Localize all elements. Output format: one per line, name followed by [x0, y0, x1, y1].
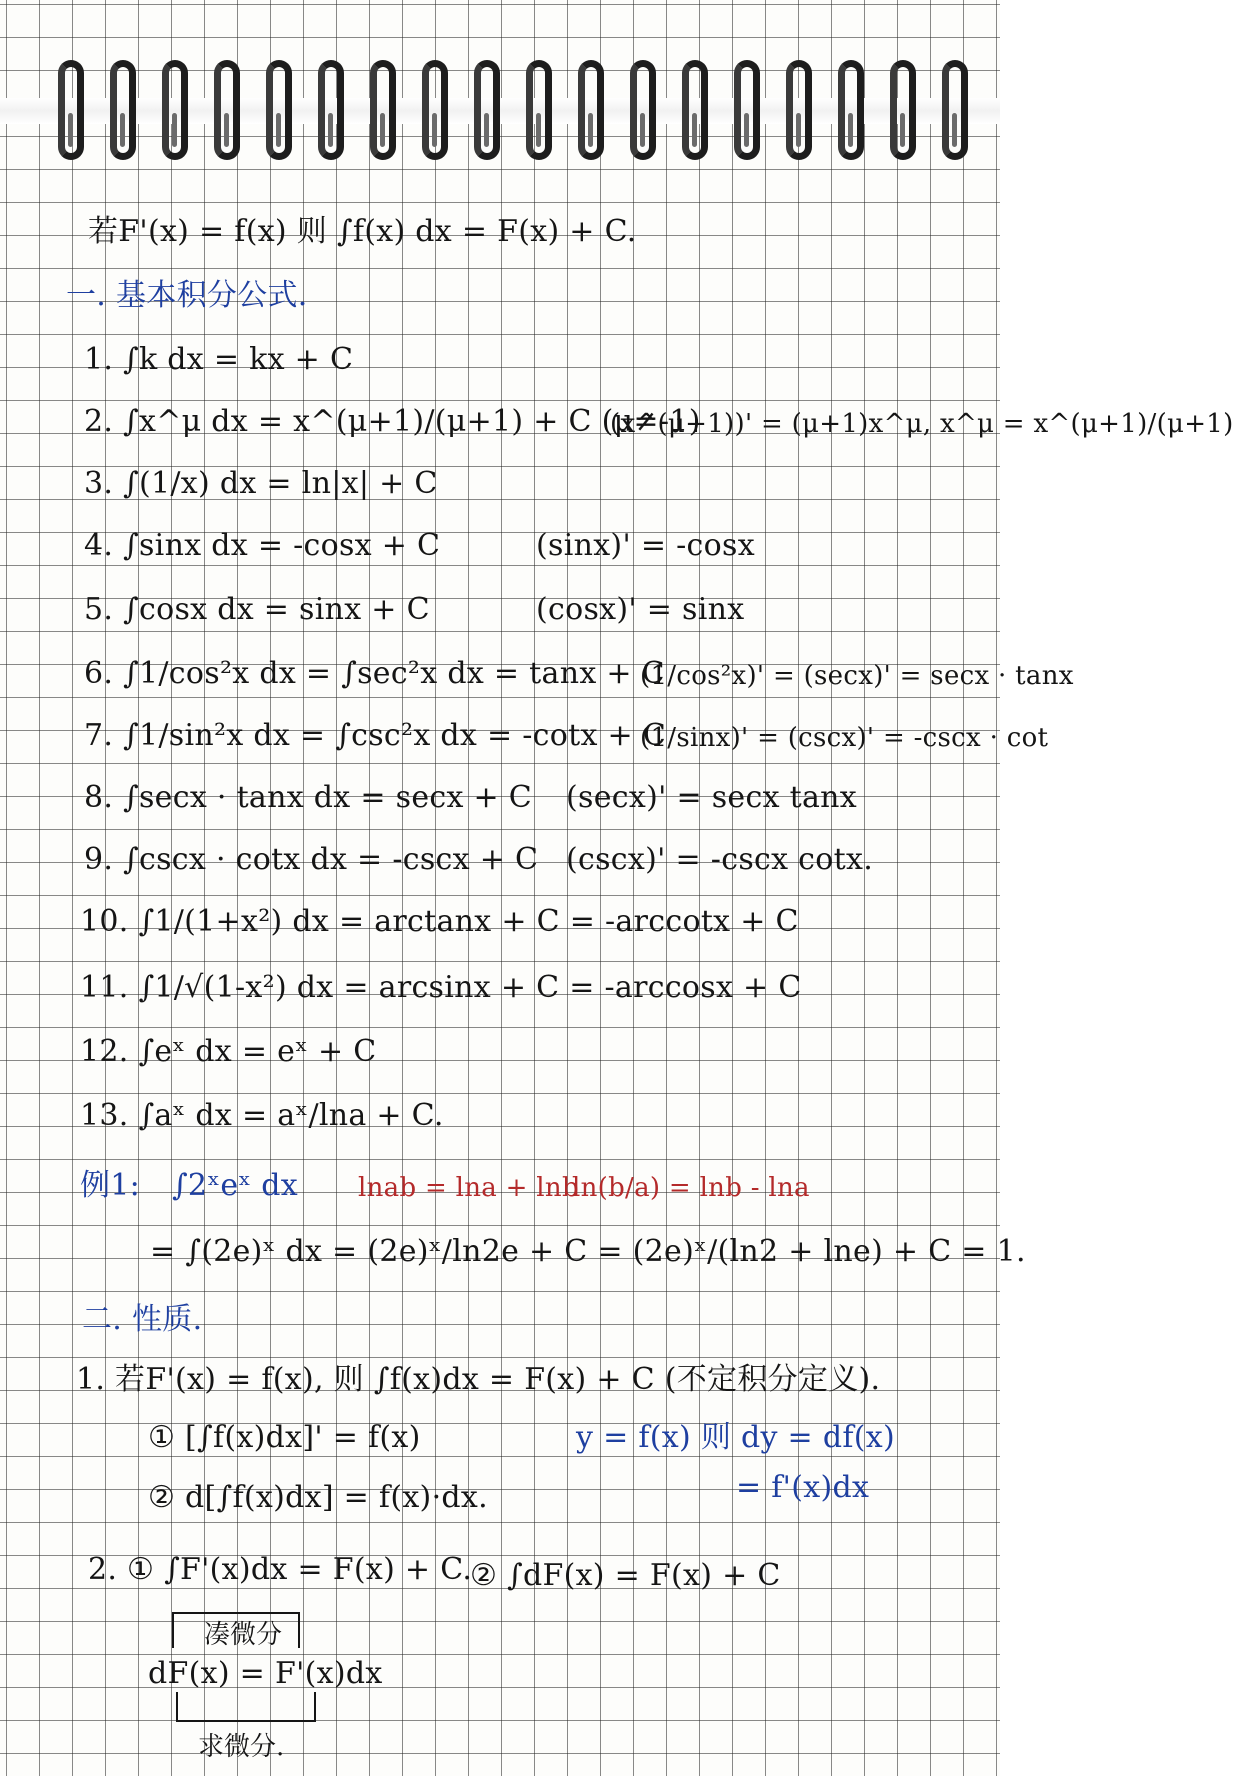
diagram-bottom-bracket — [176, 1692, 316, 1722]
property-1b-note: = f'(x)dx — [736, 1470, 870, 1505]
log-rule-product: lnab = lna + lnb — [358, 1173, 579, 1203]
example-expression: ∫2ˣeˣ dx — [172, 1168, 298, 1203]
formula-5-derivative: (cosx)' = sinx — [536, 592, 745, 627]
diagram-differential-equation: dF(x) = F'(x)dx — [148, 1656, 383, 1691]
example-solution: = ∫(2e)ˣ dx = (2e)ˣ/ln2e + C = (2e)ˣ/(ln2 + lne) + C = 1. — [150, 1234, 1026, 1269]
formula-8: 8. ∫secx · tanx dx = secx + C — [84, 780, 533, 815]
formula-3: 3. ∫(1/x) dx = ln|x| + C — [84, 466, 438, 501]
property-2b: ② ∫dF(x) = F(x) + C — [470, 1558, 781, 1593]
property-1a: ① [∫f(x)dx]' = f(x) — [148, 1420, 421, 1455]
log-rule-quotient: ln(b/a) = lnb - lna — [572, 1173, 810, 1203]
formula-11: 11. ∫1/√(1-x²) dx = arcsinx + C = -arccosx + C — [80, 970, 802, 1005]
property-2a: 2. ① ∫F'(x)dx = F(x) + C. — [88, 1552, 473, 1587]
formula-13: 13. ∫aˣ dx = aˣ/lna + C. — [80, 1098, 444, 1133]
property-1: 1. 若F'(x) = f(x), 则 ∫f(x)dx = F(x) + C (不定积分定义). — [76, 1362, 881, 1397]
formula-5: 5. ∫cosx dx = sinx + C — [84, 592, 430, 627]
formula-7-derivative: (1/sinx)' = (cscx)' = -cscx · cot — [640, 723, 1049, 753]
formula-9-derivative: (cscx)' = -cscx cotx. — [566, 842, 874, 877]
definition-line: 若F'(x) = f(x) 则 ∫f(x) dx = F(x) + C. — [88, 214, 637, 249]
formula-2-derivative: (x^(μ+1))' = (μ+1)x^μ, x^μ = x^(μ+1)/(μ+1) — [610, 409, 1234, 439]
formula-1: 1. ∫k dx = kx + C — [84, 342, 354, 377]
formula-6-derivative: (1/cos²x)' = (secx)' = secx · tanx — [640, 661, 1074, 691]
section-heading-basic-formulas: 一. 基本积分公式. — [66, 278, 308, 313]
formula-10: 10. ∫1/(1+x²) dx = arctanx + C = -arccotx + C — [80, 904, 799, 939]
formula-2: 2. ∫x^μ dx = x^(μ+1)/(μ+1) + C (μ≠-1) — [84, 404, 701, 439]
section-heading-properties: 二. 性质. — [82, 1302, 203, 1337]
property-1a-note: y = f(x) 则 dy = df(x) — [576, 1420, 895, 1455]
diagram-top-label: 凑微分 — [204, 1620, 283, 1650]
formula-7: 7. ∫1/sin²x dx = ∫csc²x dx = -cotx + C — [84, 718, 667, 753]
formula-9: 9. ∫cscx · cotx dx = -cscx + C — [84, 842, 539, 877]
formula-4: 4. ∫sinx dx = -cosx + C — [84, 528, 441, 563]
formula-12: 12. ∫eˣ dx = eˣ + C — [80, 1034, 377, 1069]
example-label: 例1: — [80, 1168, 141, 1203]
formula-4-derivative: (sinx)' = -cosx — [536, 528, 755, 563]
property-1b: ② d[∫f(x)dx] = f(x)·dx. — [148, 1480, 488, 1515]
diagram-bottom-label: 求微分. — [198, 1732, 285, 1762]
formula-8-derivative: (secx)' = secx tanx — [566, 780, 858, 815]
formula-6: 6. ∫1/cos²x dx = ∫sec²x dx = tanx + C — [84, 656, 665, 691]
